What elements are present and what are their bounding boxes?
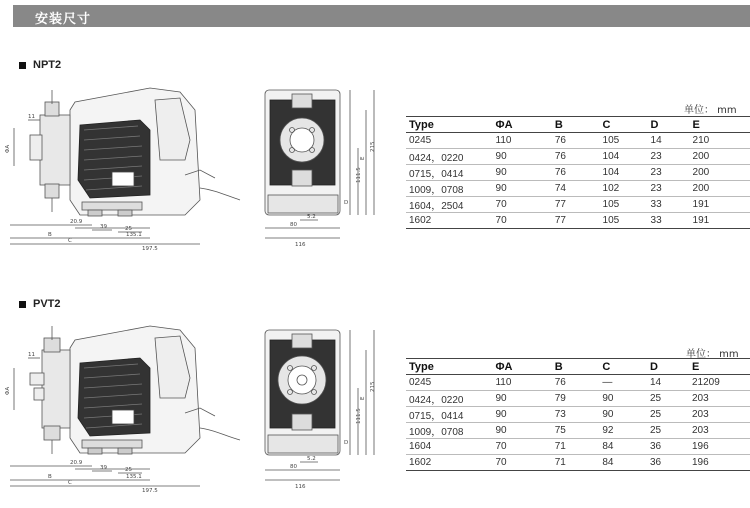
table-cell: 33 [651, 197, 693, 213]
table-cell: 71 [555, 439, 603, 455]
table-cell: 1604，2504 [406, 197, 496, 213]
pvt2-dimension-drawing [0, 318, 390, 498]
dim-label: 80 [290, 222, 297, 228]
column-header: D [650, 359, 692, 375]
table-cell: 0715，0414 [406, 165, 496, 181]
dim-label: ΦA [5, 386, 11, 395]
table-cell: 102 [603, 181, 651, 197]
column-header: Type [406, 359, 495, 375]
dim-label: 215 [370, 381, 376, 392]
table-cell: 0715，0414 [406, 407, 495, 423]
dim-label: 11 [28, 114, 35, 120]
table-header-row [406, 359, 750, 375]
table-cell: 203 [692, 407, 750, 423]
column-header: ΦA [496, 117, 555, 133]
table-cell: 90 [496, 181, 555, 197]
dim-label: 5.2 [307, 456, 316, 462]
table-row [406, 197, 750, 213]
table-cell: 0424，0220 [406, 391, 495, 407]
dim-label: 5.2 [307, 214, 316, 220]
npt2-spec-table [406, 116, 750, 229]
table-cell: 76 [555, 149, 603, 165]
table-cell: 1604 [406, 439, 495, 455]
table-row [406, 213, 750, 229]
table-cell: 1602 [406, 213, 496, 229]
dim-label: D [344, 440, 349, 446]
dim-label: 25 [125, 226, 132, 232]
dim-label: 80 [290, 464, 297, 470]
table-cell: 74 [555, 181, 603, 197]
table-cell: 90 [496, 149, 555, 165]
section-label-npt2 [19, 59, 61, 71]
table-cell: 90 [496, 165, 555, 181]
column-header: C [603, 117, 651, 133]
table-row [406, 455, 750, 471]
table-cell: 23 [651, 165, 693, 181]
dim-label: 20.9 [70, 460, 83, 466]
table-cell: 191 [693, 213, 750, 229]
table-cell: 77 [555, 213, 603, 229]
dim-label: C [68, 480, 72, 486]
table-cell: 1009，0708 [406, 423, 495, 439]
table-cell: 84 [602, 439, 650, 455]
column-header: B [555, 359, 603, 375]
table-cell: 76 [555, 165, 603, 181]
header-bar [13, 5, 750, 27]
table-cell: 105 [603, 197, 651, 213]
table-cell: 90 [602, 391, 650, 407]
table-cell: 104 [603, 165, 651, 181]
unit-label: 单位： mm [686, 349, 739, 360]
dim-label: B [48, 474, 52, 480]
table-cell: 70 [495, 439, 554, 455]
table-cell: 84 [602, 455, 650, 471]
table-cell: — [602, 375, 650, 391]
table-cell: 23 [651, 181, 693, 197]
table-cell: 200 [693, 181, 750, 197]
column-header: B [555, 117, 603, 133]
table-row [406, 375, 750, 391]
table-cell: 76 [555, 133, 603, 149]
table-cell: 77 [555, 197, 603, 213]
dim-label: 11 [28, 352, 35, 358]
pvt2-spec-table [406, 358, 750, 471]
dim-label: 25 [125, 467, 132, 473]
table-cell: 14 [650, 375, 692, 391]
table-cell: 90 [602, 407, 650, 423]
dim-label: 111.5 [356, 167, 362, 183]
column-header: D [651, 117, 693, 133]
table-cell: 200 [693, 165, 750, 181]
table-cell: 110 [495, 375, 554, 391]
table-cell: 76 [555, 375, 603, 391]
table-cell: 105 [603, 213, 651, 229]
table-cell: 196 [692, 455, 750, 471]
table-cell: 70 [496, 213, 555, 229]
section-label-pvt2 [19, 298, 61, 310]
table-row [406, 439, 750, 455]
table-cell: 25 [650, 391, 692, 407]
square-bullet-icon [19, 301, 26, 308]
table-cell: 110 [496, 133, 555, 149]
table-row [406, 181, 750, 197]
table-cell: 14 [651, 133, 693, 149]
table-row [406, 133, 750, 149]
dim-label: D [344, 200, 349, 206]
dim-label: 135.1 [126, 474, 142, 480]
table-row [406, 149, 750, 165]
column-header: Type [406, 117, 496, 133]
column-header: E [693, 117, 750, 133]
page-title: 安装尺寸 [35, 12, 92, 27]
table-cell: 71 [555, 455, 603, 471]
table-cell: 90 [495, 423, 554, 439]
table-cell: 104 [603, 149, 651, 165]
table-cell: 33 [651, 213, 693, 229]
table-cell: 92 [602, 423, 650, 439]
dim-label: 116 [295, 242, 306, 248]
table-cell: 191 [693, 197, 750, 213]
column-header: E [692, 359, 750, 375]
dim-label: E [360, 396, 366, 400]
table-cell: 25 [650, 407, 692, 423]
table-cell: 200 [693, 149, 750, 165]
table-row [406, 423, 750, 439]
table-cell: 203 [692, 391, 750, 407]
table-cell: 203 [692, 423, 750, 439]
table-cell: 23 [651, 149, 693, 165]
dim-label: 39 [100, 224, 107, 230]
table-cell: 25 [650, 423, 692, 439]
table-cell: 1602 [406, 455, 495, 471]
table-cell: 70 [495, 455, 554, 471]
table-cell: 36 [650, 439, 692, 455]
dim-label: 197.5 [142, 246, 158, 252]
dim-label: 111.5 [356, 408, 362, 424]
table-cell: 75 [555, 423, 603, 439]
table-cell: 70 [496, 197, 555, 213]
section-name: PVT2 [33, 298, 61, 310]
dim-label: 197.5 [142, 488, 158, 494]
table-cell: 0245 [406, 375, 495, 391]
dim-label: E [360, 156, 366, 160]
dim-label: C [68, 238, 72, 244]
npt2-dimension-drawing [0, 80, 390, 255]
square-bullet-icon [19, 62, 26, 69]
dim-label: 20.9 [70, 219, 83, 225]
table-cell: 0245 [406, 133, 496, 149]
column-header: C [602, 359, 650, 375]
column-header: ΦA [495, 359, 554, 375]
table-cell: 21209 [692, 375, 750, 391]
table-cell: 90 [495, 407, 554, 423]
table-cell: 1009，0708 [406, 181, 496, 197]
dim-label: 39 [100, 465, 107, 471]
table-cell: 90 [495, 391, 554, 407]
table-header-row [406, 117, 750, 133]
dim-label: B [48, 232, 52, 238]
section-name: NPT2 [33, 59, 62, 71]
table-cell: 105 [603, 133, 651, 149]
table-row [406, 407, 750, 423]
table-cell: 196 [692, 439, 750, 455]
table-cell: 36 [650, 455, 692, 471]
dim-label: 135.1 [126, 232, 142, 238]
unit-label: 单位： mm [684, 105, 737, 116]
table-cell: 0424，0220 [406, 149, 496, 165]
table-cell: 79 [555, 391, 603, 407]
table-row [406, 165, 750, 181]
dim-label: 116 [295, 484, 306, 490]
dim-label: 215 [370, 141, 376, 152]
table-cell: 73 [555, 407, 603, 423]
dim-label: ΦA [5, 144, 11, 153]
table-cell: 210 [693, 133, 750, 149]
table-row [406, 391, 750, 407]
